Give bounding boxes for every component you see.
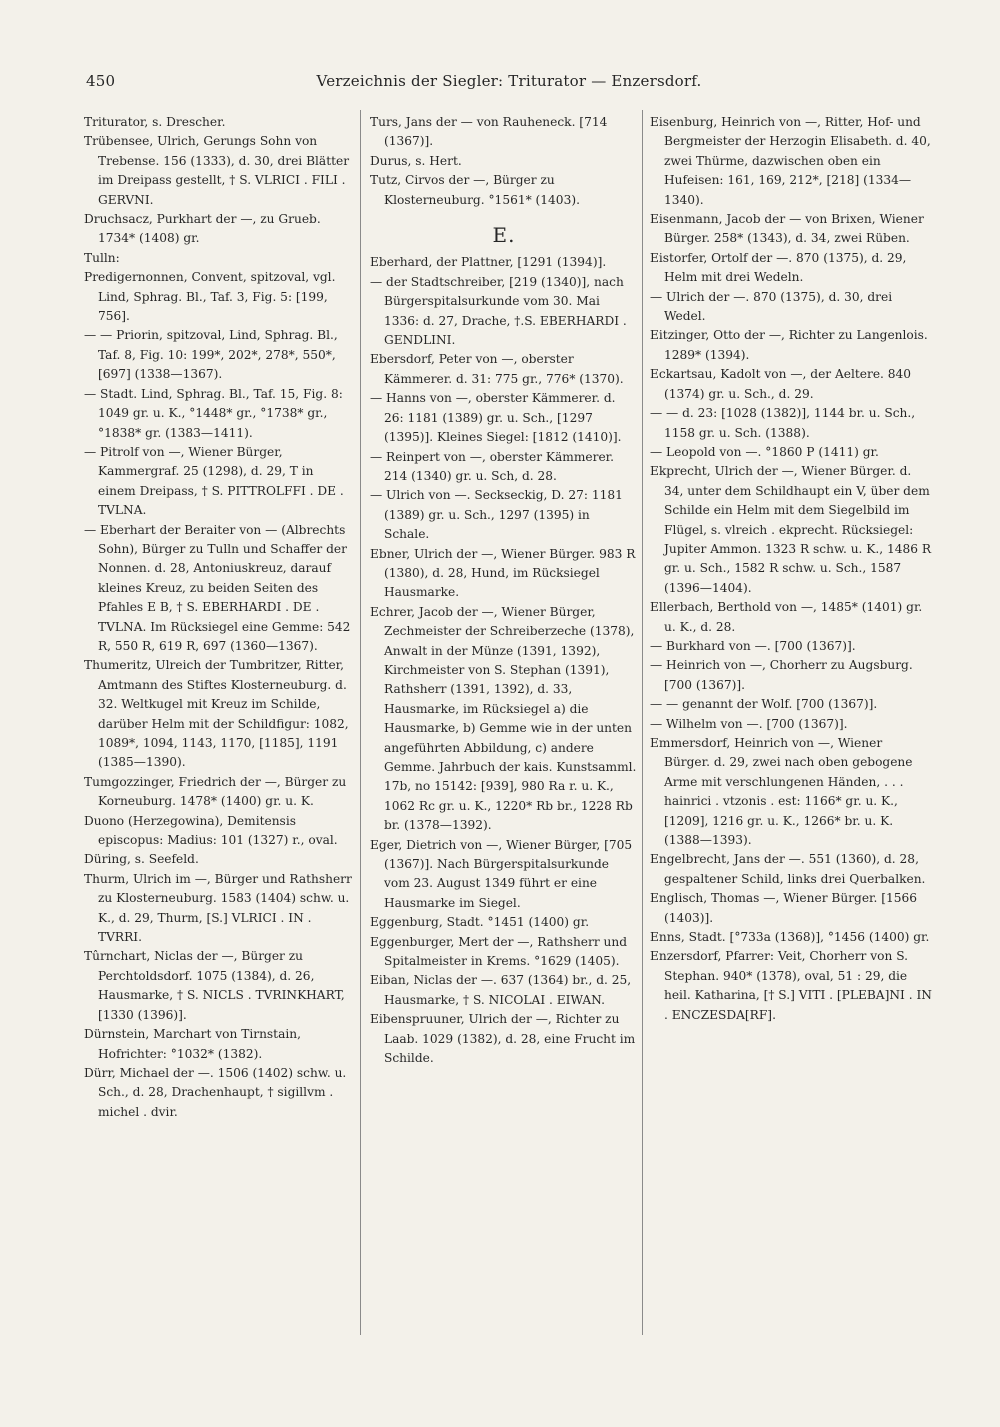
index-entry: Eistorfer, Ortolf der —. 870 (1375), d. 29, Helm mit drei Wedeln.	[650, 250, 907, 285]
index-entry: Enns, Stadt. [°733a (1368)], °1456 (1400) gr.	[650, 930, 930, 945]
column-3	[650, 113, 932, 1025]
index-entry: Turs, Jans der — von Rauheneck. [714 (1367)].	[370, 115, 608, 149]
index-entry: Predigernonnen, Convent, spitzoval, vgl. Lind, Sphrag. Bl., Taf. 3, Fig. 5: [199, 756].	[84, 270, 336, 324]
index-entry: Tulln:	[84, 250, 120, 265]
index-entry: Eibenspruuner, Ulrich der —, Richter zu Laab. 1029 (1382), d. 28, eine Frucht im Schilde.	[370, 1012, 636, 1066]
index-entry: Eiban, Niclas der —. 637 (1364) br., d. 25, Hausmarke, † S. NICOLAI . EIWAN.	[370, 973, 632, 1007]
index-entry: Trübensee, Ulrich, Gerungs Sohn von Trebense. 156 (1333), d. 30, drei Blätter im Dreipass gestellt, † S. VLRICI . FILI . GERVNI.	[84, 134, 350, 207]
index-entry: Emmersdorf, Heinrich von —, Wiener Bürger. d. 29, zwei nach oben gebogene Arme mit verschlungenen Händen, . . . hainrici . vtzonis . est: 1166* gr. u. K., [1209], 1216 gr. u. K., 1266* br. u. K. (1388—1393).	[650, 736, 913, 848]
column-2	[370, 113, 638, 1069]
index-entry: — Stadt. Lind, Sphrag. Bl., Taf. 15, Fig. 8: 1049 gr. u. K., °1448* gr., °1738* gr., °1838* gr. (1383—1411).	[84, 386, 343, 440]
index-entry: — Leopold von —. °1860 P (1411) gr.	[650, 444, 879, 459]
index-entry: — Reinpert von —, oberster Kämmerer. 214 (1340) gr. u. Sch, d. 28.	[370, 449, 615, 483]
index-entry: Druchsacz, Purkhart der —, zu Grueb. 1734* (1408) gr.	[84, 212, 321, 246]
index-entry: Ebersdorf, Peter von —, oberster Kämmerer. d. 31: 775 gr., 776* (1370).	[370, 352, 624, 386]
index-entry: — Ulrich von —. Seckseckig, D. 27: 1181 (1389) gr. u. Sch., 1297 (1395) in Schale.	[370, 488, 623, 542]
index-entry: Eger, Dietrich von —, Wiener Bürger, [705 (1367)]. Nach Bürgerspitalsurkunde vom 23. August 1349 führt er eine Hausmarke im Siegel.	[370, 837, 633, 910]
column-1	[84, 113, 352, 1122]
index-entry: Durus, s. Hert.	[370, 153, 462, 168]
index-entry: Eitzinger, Otto der —, Richter zu Langenlois. 1289* (1394).	[650, 328, 928, 362]
page-number: 450	[86, 72, 116, 90]
index-entry: Englisch, Thomas —, Wiener Bürger. [1566 (1403)].	[650, 891, 918, 925]
index-entry: Eggenburger, Mert der —, Rathsherr und Spitalmeister in Krems. °1629 (1405).	[370, 934, 628, 969]
index-entry: — der Stadtschreiber, [219 (1340)], nach Bürgerspitalsurkunde vom 30. Mai 1336: d. 27, Drache, †.S. EBERHARDI . GENDLINI.	[370, 274, 627, 348]
index-entry: — — d. 23: [1028 (1382)], 1144 br. u. Sch., 1158 gr. u. Sch. (1388).	[650, 406, 916, 440]
index-entry: Dürr, Michael der —. 1506 (1402) schw. u. Sch., d. 28, Drachenhaupt, † sigillvm . michel . dvir.	[84, 1065, 347, 1119]
index-entry: Eberhard, der Plattner, [1291 (1394)].	[370, 255, 607, 270]
index-entry: Duono (Herzegowina), Demitensis episcopus: Madius: 101 (1327) r., oval.	[84, 813, 338, 848]
index-entry: Thumeritz, Ulreich der Tumbritzer, Ritter, Amtmann des Stiftes Klosterneuburg. d. 32. Weltkugel mit Kreuz im Schilde, darüber Helm mit der Schildfigur: 1082, 1089*, 1094, 1143, 1170, [1185], 1191 (1385—1390).	[84, 658, 349, 770]
index-entry: Tumgozzinger, Friedrich der —, Bürger zu Korneuburg. 1478* (1400) gr. u. K.	[84, 774, 347, 809]
index-entry: Dürnstein, Marchart von Tirnstain, Hofrichter: °1032* (1382).	[84, 1027, 301, 1061]
index-entry: Eisenmann, Jacob der — von Brixen, Wiener Bürger. 258* (1343), d. 34, zwei Rüben.	[650, 212, 924, 246]
column-rule	[360, 110, 361, 1335]
index-entry: Eckartsau, Kadolt von —, der Aeltere. 840 (1374) gr. u. Sch., d. 29.	[650, 367, 912, 401]
index-entry: — Burkhard von —. [700 (1367)].	[650, 638, 856, 653]
index-entry: Triturator, s. Drescher.	[84, 115, 226, 129]
index-entry: — Pitrolf von —, Wiener Bürger, Kammergraf. 25 (1298), d. 29, T in einem Dreipass, † S. PITTROLFFI . DE . TVLNA.	[84, 444, 344, 518]
index-entry: Ekprecht, Ulrich der —, Wiener Bürger. d. 34, unter dem Schildhaupt ein V, über dem Schilde ein Helm mit dem Siegelbild im Flügel, s. vlreich . ekprecht. Rücksiegel: Jupiter Ammon. 1323 R schw. u. K., 1486 R gr. u. Sch., 1582 R schw. u. Sch., 1587 (1396—1404).	[650, 464, 932, 595]
index-entry: — — Priorin, spitzoval, Lind, Sphrag. Bl., Taf. 8, Fig. 10: 199*, 202*, 278*, 550*, [697] (1338—1367).	[84, 328, 338, 382]
index-entry: Echrer, Jacob der —, Wiener Bürger, Zechmeister der Schreiberzeche (1378), Anwalt in der Münze (1391, 1392), Kirchmeister von S. Stephan (1391), Rathsherr (1391, 1392), d. 33, Hausmarke, im Rücksiegel a) die Hausmarke, b) Gemme wie in der unten angeführten Abbildung, c) andere Gemme. Jahrbuch der kais. Kunstsamml. 17b, no 15142: [939], 980 Ra r. u. K., 1062 Rc gr. u. K., 1220* Rb br., 1228 Rb br. (1378—1392).	[370, 604, 637, 833]
index-entry: Thurm, Ulrich im —, Bürger und Rathsherr zu Klosterneuburg. 1583 (1404) schw. u. K., d. 29, Thurm, [S.] VLRICI . IN . TVRRI.	[84, 871, 352, 945]
index-entry: — Wilhelm von —. [700 (1367)].	[650, 716, 848, 731]
index-entry: Eisenburg, Heinrich von —, Ritter, Hof- und Bergmeister der Herzogin Elisabeth. d. 40, zwei Thürme, dazwischen oben ein Hufeisen: 161, 169, 212*, [218] (1334—1340).	[650, 115, 931, 207]
section-letter: E.	[492, 223, 516, 248]
index-entry: Ellerbach, Berthold von —, 1485* (1401) gr. u. K., d. 28.	[650, 600, 923, 634]
index-entry: — Heinrich von —, Chorherr zu Augsburg. [700 (1367)].	[650, 658, 913, 692]
index-entry: Enzersdorf, Pfarrer: Veit, Chorherr von S. Stephan. 940* (1378), oval, 51 : 29, die heil. Katharina, [† S.] VITI . [PLEBA]NI . IN . ENCZESDA[RF].	[650, 949, 932, 1022]
index-entry: — — genannt der Wolf. [700 (1367)].	[650, 697, 878, 712]
running-title: Verzeichnis der Siegler: Triturator — Enzersdorf.	[316, 72, 702, 90]
index-entry: Tutz, Cirvos der —, Bürger zu Klosterneuburg. °1561* (1403).	[370, 173, 580, 207]
index-entry: Ebner, Ulrich der —, Wiener Bürger. 983 R (1380), d. 28, Hund, im Rücksiegel Hausmarke.	[370, 546, 636, 600]
column-rule	[642, 110, 643, 1335]
index-entry: Düring, s. Seefeld.	[84, 852, 199, 867]
index-entry: Tûrnchart, Niclas der —, Bürger zu Perchtoldsdorf. 1075 (1384), d. 26, Hausmarke, † S. NICLS . TVRINKHART, [1330 (1396)].	[84, 949, 345, 1022]
index-entry: — Eberhart der Beraiter von — (Albrechts Sohn), Bürger zu Tulln und Schaffer der Nonnen. d. 28, Antoniuskreuz, darauf kleines Kreuz, zu beiden Seiten des Pfahles E B, † S. EBERHARDI . DE . TVLNA. Im Rücksiegel eine Gemme: 542 R, 550 R, 619 R, 697 (1360—1367).	[84, 522, 351, 653]
index-entry: Engelbrecht, Jans der —. 551 (1360), d. 28, gespaltener Schild, links drei Querbalken.	[650, 852, 926, 886]
index-entry: Eggenburg, Stadt. °1451 (1400) gr.	[370, 915, 590, 930]
index-entry: — Hanns von —, oberster Kämmerer. d. 26: 1181 (1389) gr. u. Sch., [1297 (1395)]. Kleines Siegel: [1812 (1410)].	[370, 391, 622, 445]
index-entry: — Ulrich der —. 870 (1375), d. 30, drei Wedel.	[650, 289, 893, 324]
